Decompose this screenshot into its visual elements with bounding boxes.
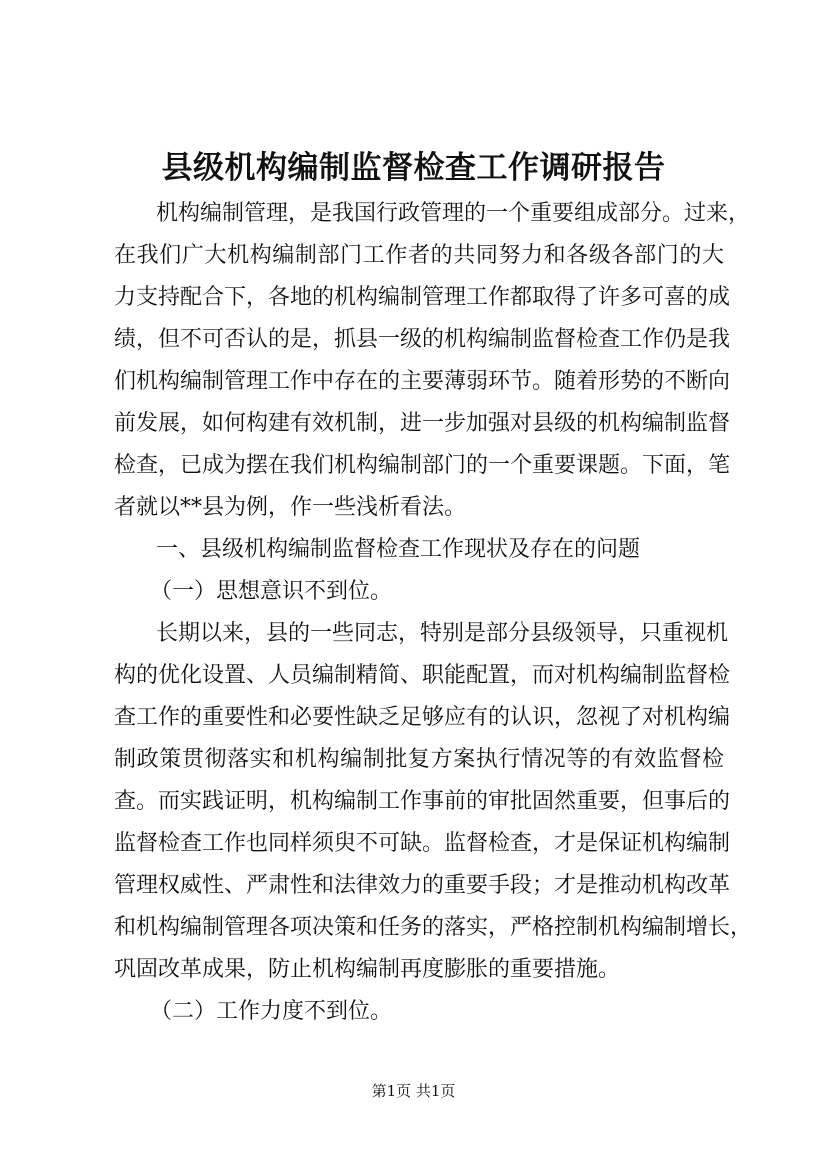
paragraph-line: 力支持配合下，各地的机构编制管理工作都取得了许多可喜的成 xyxy=(114,285,731,310)
paragraph-line: 制政策贯彻落实和机构编制批复方案执行情况等的有效监督检 xyxy=(114,747,724,772)
paragraph-line: 查。而实践证明，机构编制工作事前的审批固然重要，但事后的 xyxy=(114,789,731,814)
paragraph-line: 们机构编制管理工作中存在的主要薄弱环节。随着形势的不断向 xyxy=(114,369,731,394)
paragraph-line: 构的优化设置、人员编制精简、职能配置，而对机构编制监督检 xyxy=(114,663,731,688)
paragraph-line: 长期以来，县的一些同志，特别是部分县级领导，只重视机 xyxy=(156,621,729,646)
document-title: 县级机构编制监督检查工作调研报告 xyxy=(161,150,666,186)
paragraph-line: 在我们广大机构编制部门工作者的共同努力和各级各部门的大 xyxy=(114,243,724,268)
paragraph-line: 机构编制管理，是我国行政管理的一个重要组成部分。过来， xyxy=(156,201,751,226)
paragraph-line: 查工作的重要性和必要性缺乏足够应有的认识，忽视了对机构编 xyxy=(114,705,731,730)
subsection-heading: （一）思想意识不到位。 xyxy=(150,579,393,604)
paragraph-line: 管理权威性、严肃性和法律效力的重要手段；才是推动机构改革 xyxy=(114,873,731,898)
paragraph-line: 检查，已成为摆在我们机构编制部门的一个重要课题。下面，笔 xyxy=(114,453,731,478)
paragraph-line: 和机构编制管理各项决策和任务的落实，严格控制机构编制增长， xyxy=(114,915,753,940)
subsection-heading: （二）工作力度不到位。 xyxy=(150,999,393,1024)
paragraph-line: 绩，但不可否认的是，抓县一级的机构编制监督检查工作仍是我 xyxy=(114,327,731,352)
page-number-footer: 第1页 共1页 xyxy=(371,1082,456,1100)
paragraph-line: 巩固改革成果，防止机构编制再度膨胀的重要措施。 xyxy=(114,957,621,982)
paragraph-line: 前发展，如何构建有效机制，进一步加强对县级的机构编制监督 xyxy=(114,411,731,436)
section-heading: 一、县级机构编制监督检查工作现状及存在的问题 xyxy=(156,537,641,562)
paragraph-line: 监督检查工作也同样须臾不可缺。监督检查，才是保证机构编制 xyxy=(114,831,731,856)
paragraph-line: 者就以**县为例，作一些浅析看法。 xyxy=(114,495,467,520)
